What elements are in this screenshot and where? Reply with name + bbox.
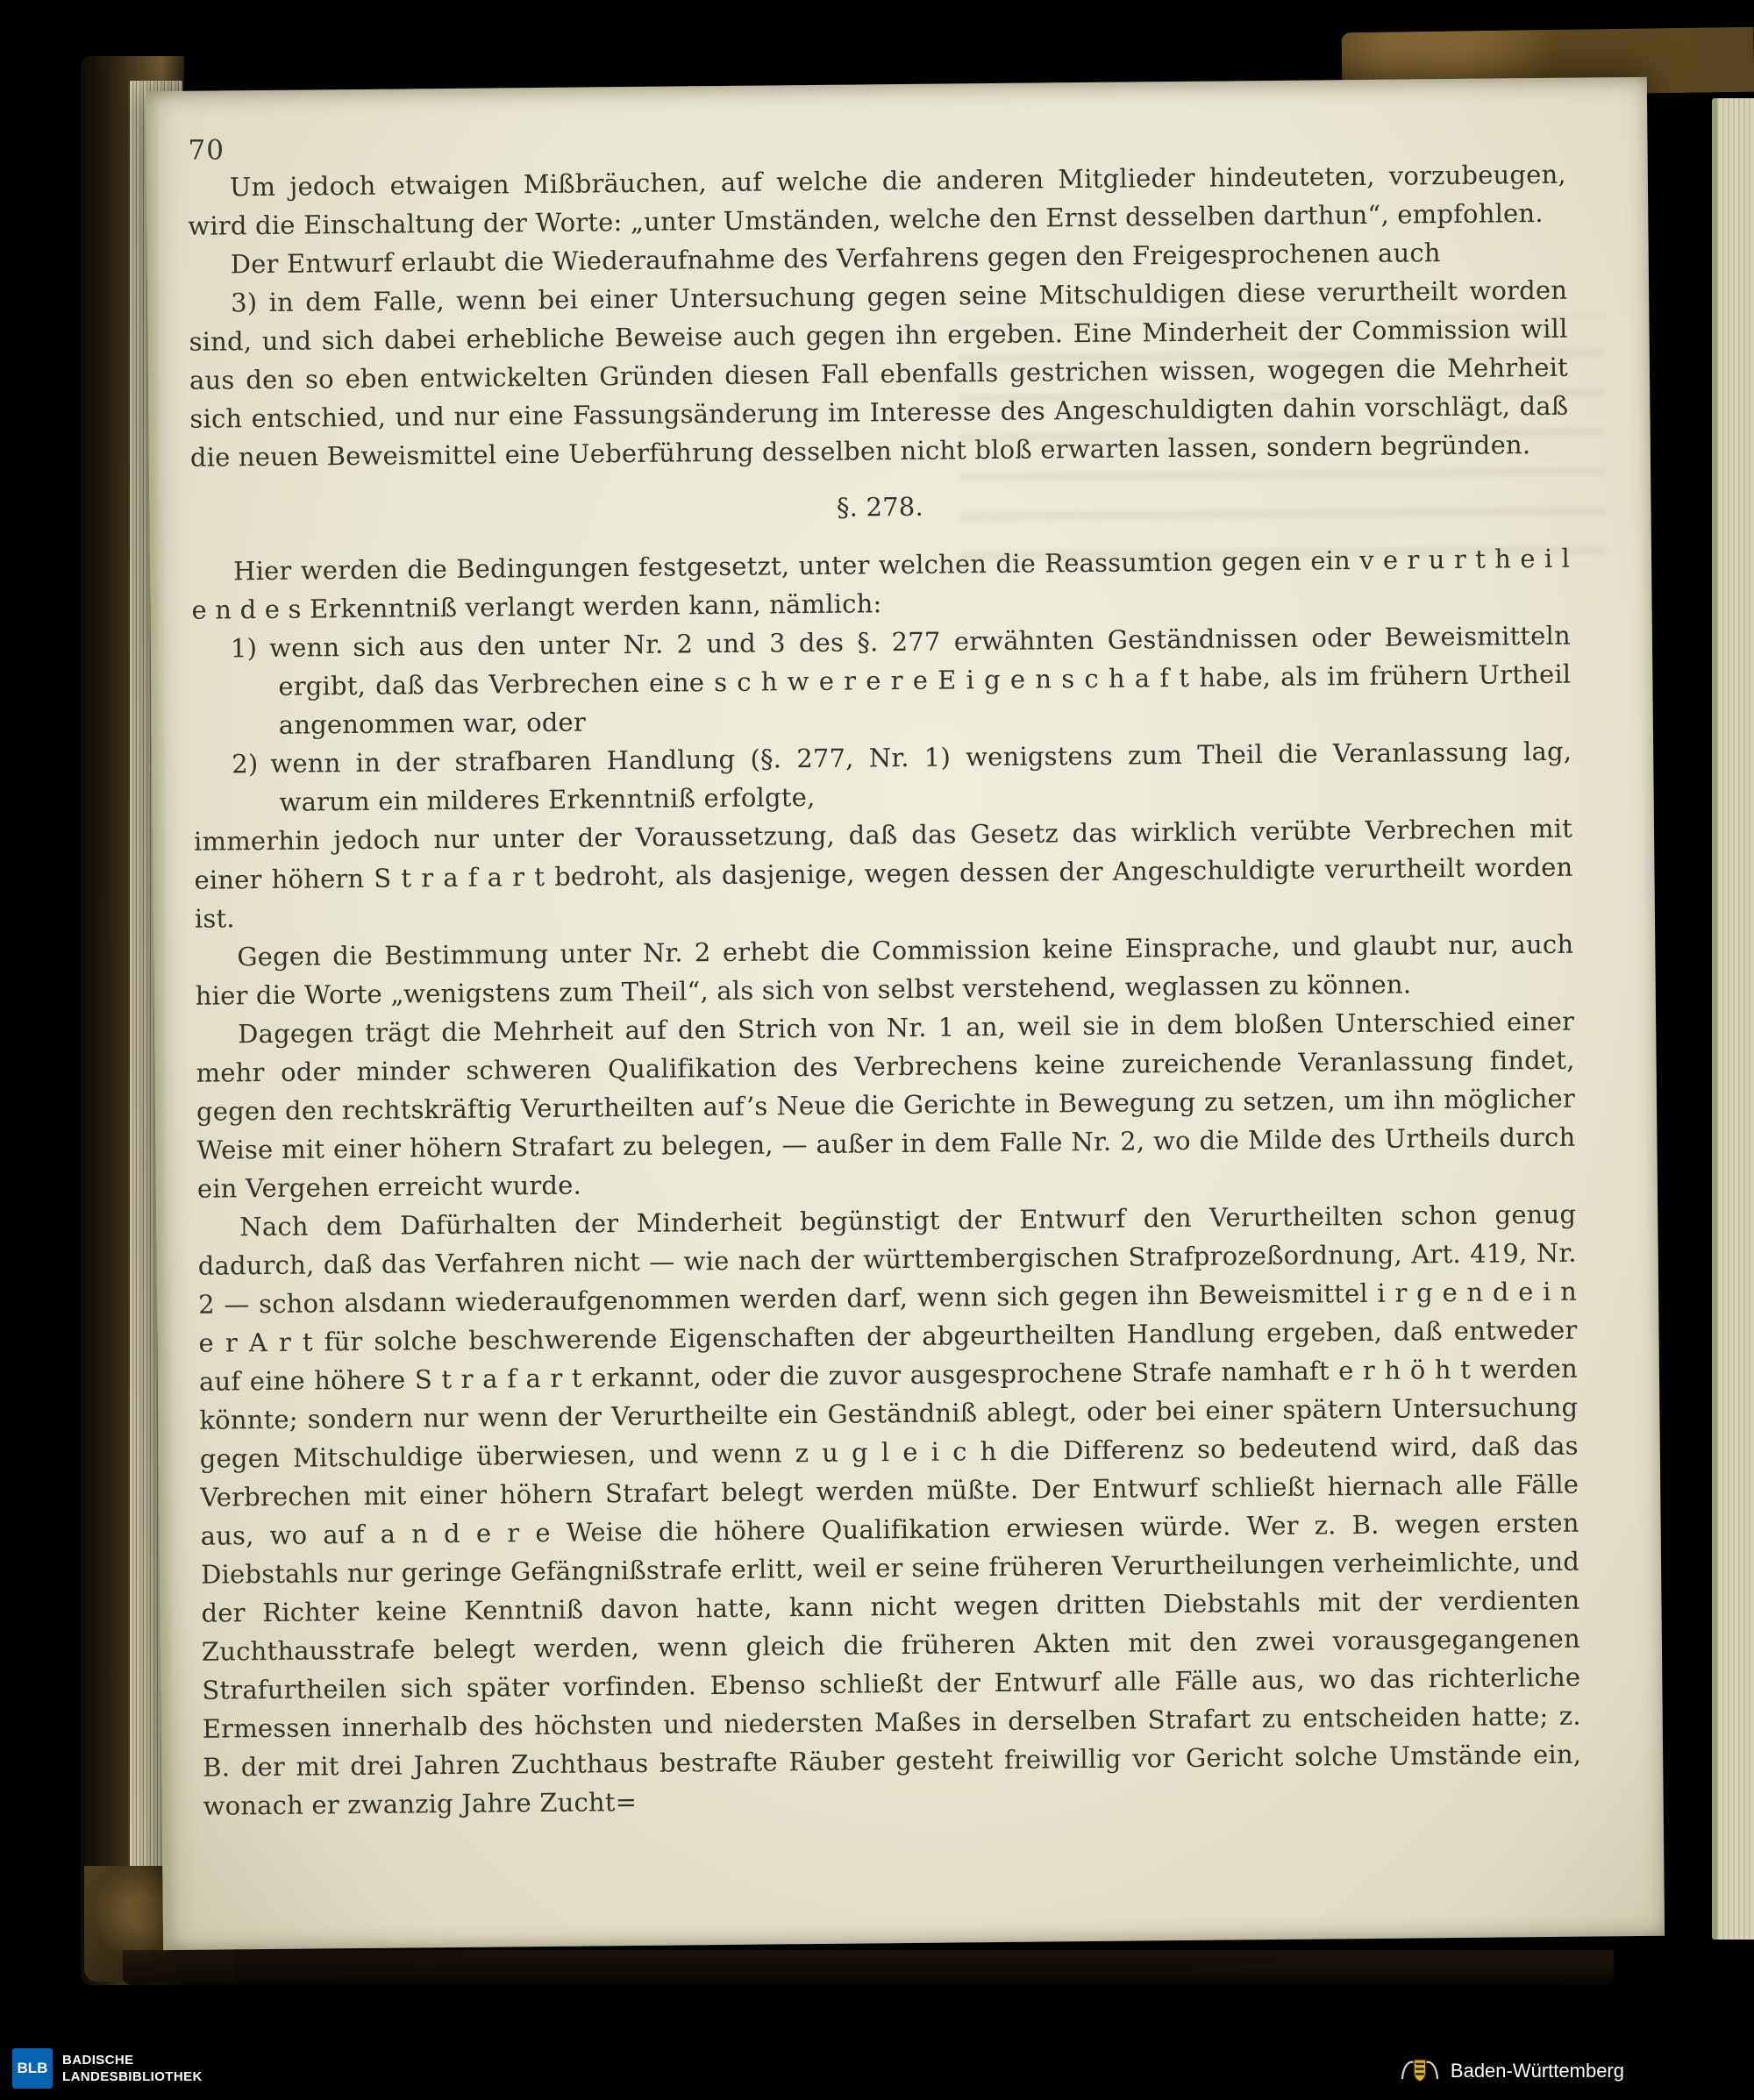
paragraph: Hier werden die Bedingungen festgesetzt, unter welchen die Reassumtion gegen ein v e r u r t h e i l e n d e s Erkenntniß verlangt werden kann, nämlich: (191, 543, 1571, 625)
paragraph: Gegen die Bestimmung unter Nr. 2 erhebt die Commission keine Einsprache, und glaubt nur, auch hier die Worte „wenigstens zum Theil“, als sich von selbst verstehend, weglassen zu können. (195, 929, 1574, 1011)
state-logo-group (1400, 2055, 1624, 2086)
paragraph: 3) in dem Falle, wenn bei einer Untersuchung gegen seine Mitschuldigen diese verurtheilt worden sind, und sich dabei erhebliche Beweise auch gegen ihn ergeben. Eine Minderheit der Commission will aus den so eben entwickelten Gründen diesen Fall ebenfalls gestrichen wissen, wogegen die Mehrheit sich entschied, und nur eine Fassungsänderung im Interesse des Angeschuldigten dahin vorschlägt, daß die neuen Beweismittel eine Ueberführung desselben nicht bloß erwarten lassen, sondern begründen. (189, 274, 1569, 473)
library-name (62, 2052, 203, 2085)
cover-bottom-edge (123, 1950, 1614, 1985)
list-item-text: wenn sich aus den unter Nr. 2 und 3 des §. 277 erwähnten Geständnissen oder Beweismitteln ergibt, daß das Verbrechen eine s c h w e r e r e E i g e n s c h a f t habe, als im frühern Urtheil angenommen war, oder (268, 620, 1572, 740)
library-name-line1: BADISCHE (62, 2053, 134, 2068)
book-page (146, 77, 1665, 1950)
paragraph: Dagegen trägt die Mehrheit auf den Strich von Nr. 1 an, weil sie in dem bloßen Unterschied einer mehr oder minder schweren Qualifikation des Verbrechens keine zureichende Veranlassung findet, gegen den rechtskräftig Verurtheilten auf’s Neue die Gerichte in Bewegung zu setzen, um ihn möglicher Weise mit einer höhern Strafart zu belegen, — außer in dem Falle Nr. 2, wo die Milde des Urtheils durch ein Vergehen erreicht wurde. (196, 1006, 1576, 1204)
baden-wuerttemberg-coat-of-arms-icon (1400, 2055, 1440, 2086)
list-item-text: wenn in der strafbaren Handlung (§. 277, Nr. 1) wenigstens zum Theil die Veranlassung lag, warum ein milderes Erkenntniß erfolgte, (270, 736, 1572, 817)
section-heading: §. 278. (836, 491, 924, 523)
state-label: Baden-Württemberg (1450, 2059, 1624, 2082)
list-item-number: 2) (232, 749, 259, 779)
library-name-line2: LANDESBIBLIOTHEK (62, 2069, 203, 2084)
fore-edge-pages-right (1712, 98, 1754, 1940)
paragraph: Um jedoch etwaigen Mißbräuchen, auf welche die anderen Mitglieder hindeuteten, vorzubeugen, wird die Einschaltung der Worte: „unter Umständen, welche den Ernst desselben darthun“, empfohlen. (188, 159, 1567, 241)
paragraph: immerhin jedoch nur unter der Voraussetzung, daß das Gesetz das wirklich verübte Verbrechen mit einer höhern S t r a f a r t bedroht, als dasjenige, wegen dessen der Angeschuldigte verurtheilt worden ist. (193, 813, 1573, 934)
paragraph: Nach dem Dafürhalten der Minderheit begünstigt der Entwurf den Verurtheilten schon genug dadurch, daß das Verfahren nicht — wie nach der württembergischen Strafprozeßordnung, Art. 419, Nr. 2 — schon alsdann wiederaufgenommen werden darf, wenn sich gegen ihn Beweismittel i r g e n d e i n e r A r t für solche beschwerende Eigenschaften der abgeurtheilten Handlung ergeben, daß entweder auf eine höhere S t r a f a r t erkannt, oder die zuvor ausgesprochene Strafe namhaft e r h ö h t werden könnte; sondern nur wenn der Verurtheilte ein Geständniß ablegt, oder bei einer spätern Untersuchung gegen Mitschuldige überwiesen, und wenn z u g l e i c h die Differenz so bedeutend wird, daß das Verbrechen mit einer höhern Strafart belegt werden müßte. Der Entwurf schließt hiernach alle Fälle aus, wo auf a n d e r e Weise die höhere Qualifikation erwiesen würde. Wer z. B. wegen ersten Diebstahls nur geringe Gefängnißstrafe erlitt, weil er seine früheren Verurtheilungen verheimlichte, und der Richter keine Kenntniß davon hatte, kann nicht wegen dritten Diebstahls mit der verdienten Zuchthausstrafe belegt werden, wenn gleich die früheren Akten mit den zwei vorausgegangenen Strafurtheilen sich später vorfinden. Ebenso schließt der Entwurf alle Fälle aus, wo das richterliche Ermessen innerhalb des höchsten und niedersten Maßes in derselben Strafart zu entscheiden hatte; z. B. der mit drei Jahren Zuchthaus bestrafte Räuber gesteht freiwillig vor Gericht solche Umstände ein, wonach er zwanzig Jahre Zucht= (197, 1199, 1582, 1821)
page-text-block (188, 155, 1582, 1826)
page-number: 70 (188, 134, 225, 167)
blb-logo-icon: BLB (12, 2048, 53, 2089)
library-logo-group (12, 2048, 203, 2089)
list-item (192, 616, 1572, 745)
list-item (193, 732, 1572, 822)
paragraph: Der Entwurf erlaubt die Wiederaufnahme des Verfahrens gegen den Freigesprochenen auch (230, 238, 1441, 280)
list-item-number: 1) (230, 633, 258, 664)
